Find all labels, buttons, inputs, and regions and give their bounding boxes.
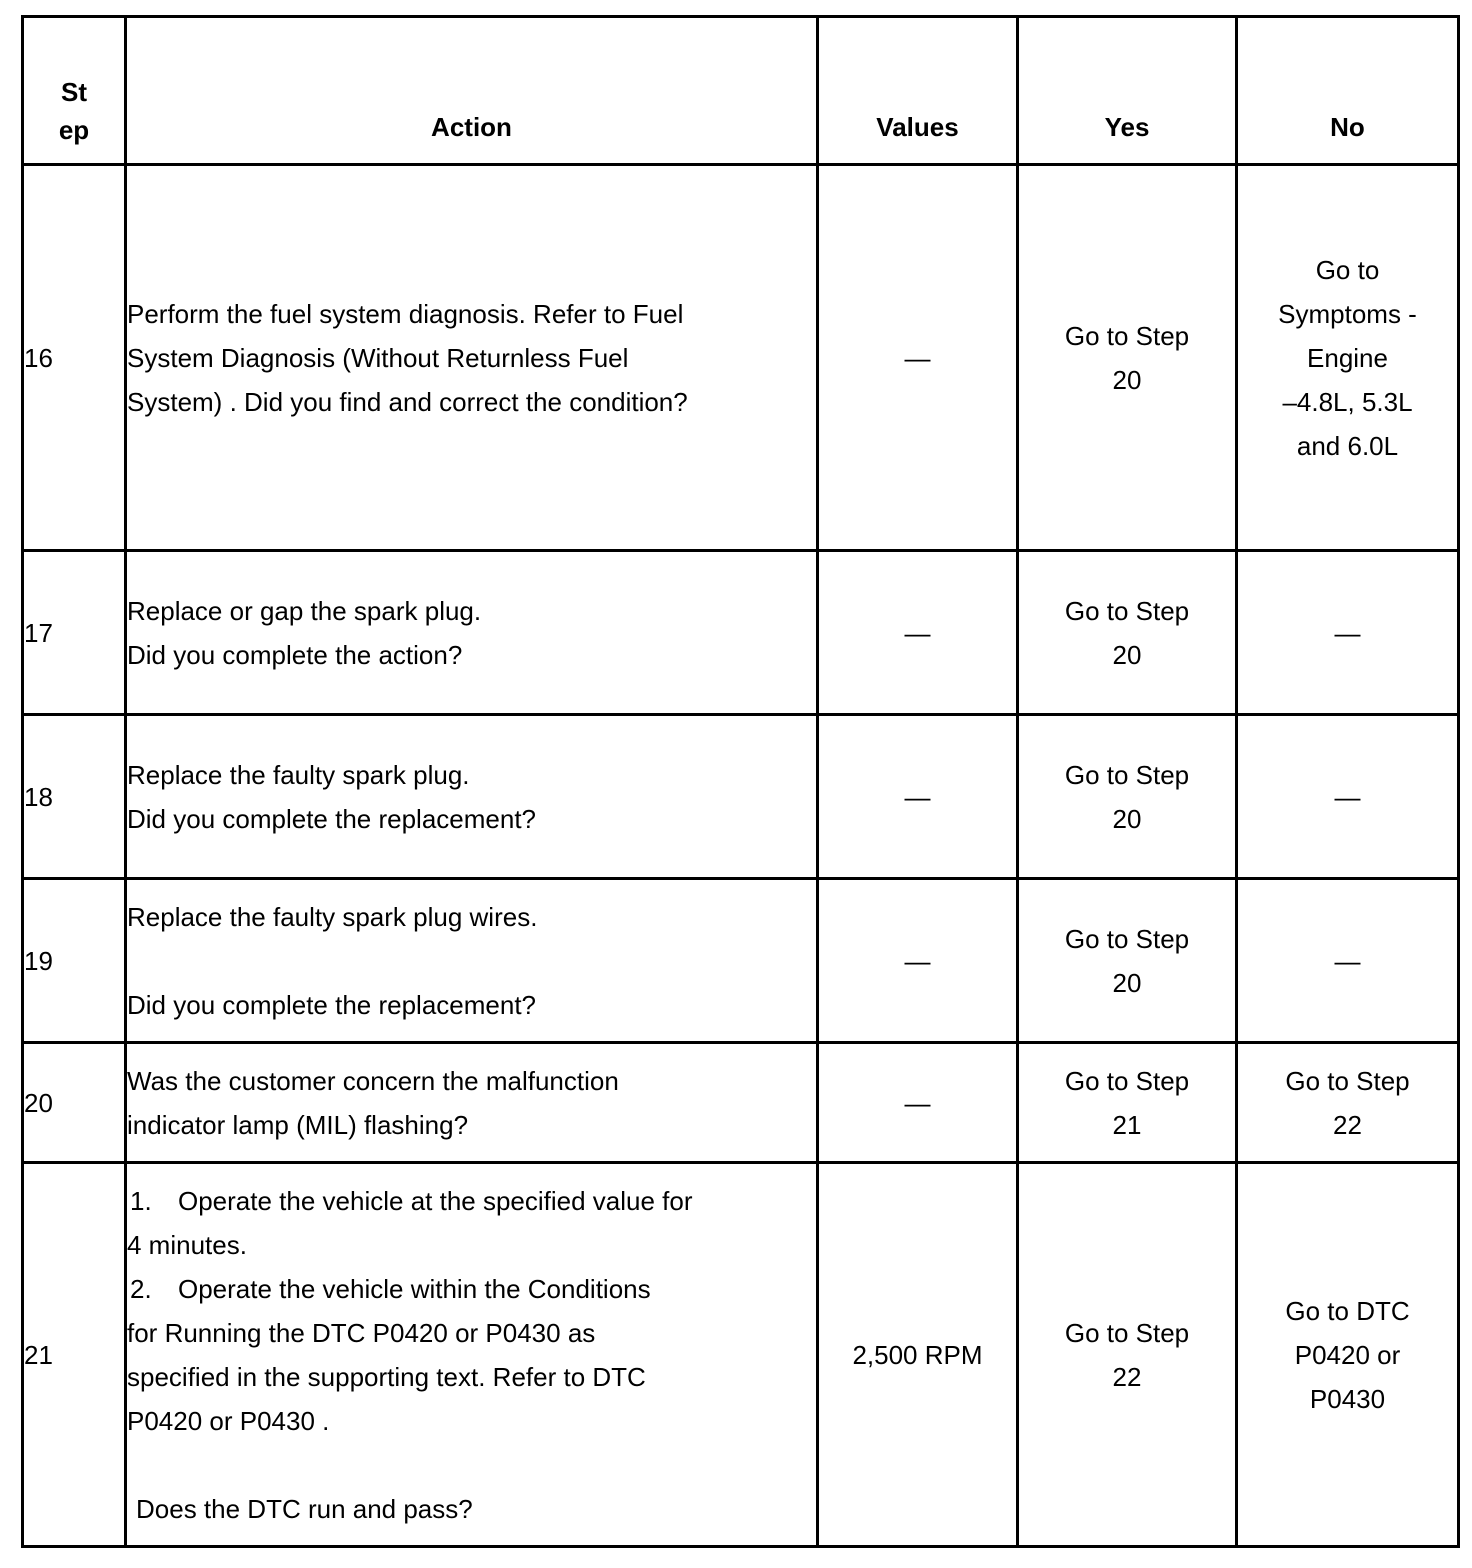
no-line: and 6.0L bbox=[1296, 430, 1399, 461]
action-line: Did you complete the replacement? bbox=[127, 803, 537, 834]
yes-line: Go to Step bbox=[1064, 759, 1190, 790]
step-number: 18 bbox=[23, 715, 126, 879]
values-cell: — bbox=[818, 551, 1018, 715]
no-cell bbox=[1237, 165, 1459, 551]
table-row bbox=[23, 551, 1459, 715]
no-cell bbox=[1237, 1043, 1459, 1163]
header-row bbox=[23, 17, 1459, 165]
values-cell: — bbox=[818, 165, 1018, 551]
table-row bbox=[23, 879, 1459, 1043]
yes-line: Go to Step bbox=[1064, 595, 1190, 626]
yes-cell bbox=[1018, 1163, 1237, 1547]
action-list-item bbox=[127, 1179, 816, 1223]
yes-line: 21 bbox=[1112, 1109, 1142, 1140]
step-number: 17 bbox=[23, 551, 126, 715]
action-cell bbox=[126, 1163, 818, 1547]
header-step-line2: ep bbox=[58, 115, 90, 145]
step-number: 20 bbox=[23, 1043, 126, 1163]
yes-line: 20 bbox=[1112, 803, 1142, 834]
no-line: Symptoms - bbox=[1278, 298, 1417, 329]
action-line: 4 minutes. bbox=[127, 1229, 247, 1260]
yes-line: 20 bbox=[1112, 639, 1142, 670]
step-number: 21 bbox=[23, 1163, 126, 1547]
values-cell: 2,500 RPM bbox=[818, 1163, 1018, 1547]
yes-line: Go to Step bbox=[1064, 1317, 1190, 1348]
no-cell bbox=[1237, 1163, 1459, 1547]
yes-cell bbox=[1018, 1043, 1237, 1163]
action-cell bbox=[126, 165, 818, 551]
yes-line: Go to Step bbox=[1064, 320, 1190, 351]
action-line: Perform the fuel system diagnosis. Refer to Fuel bbox=[127, 298, 684, 329]
action-line: Replace or gap the spark plug. bbox=[127, 595, 482, 626]
table-row bbox=[23, 1163, 1459, 1547]
header-step bbox=[23, 17, 126, 165]
yes-line: Go to Step bbox=[1064, 923, 1190, 954]
action-line: for Running the DTC P0420 or P0430 as bbox=[127, 1317, 596, 1348]
header-action: Action bbox=[126, 17, 818, 165]
action-line: Replace the faulty spark plug. bbox=[127, 759, 470, 790]
no-line: P0430 bbox=[1309, 1383, 1386, 1414]
no-cell: — bbox=[1237, 551, 1459, 715]
diagnostic-table bbox=[21, 15, 1460, 1548]
values-cell: — bbox=[818, 715, 1018, 879]
yes-cell bbox=[1018, 715, 1237, 879]
yes-cell bbox=[1018, 879, 1237, 1043]
action-list-item bbox=[127, 1267, 816, 1311]
no-line: 22 bbox=[1333, 1109, 1362, 1140]
step-number: 19 bbox=[23, 879, 126, 1043]
action-line: System) . Did you find and correct the condition? bbox=[127, 386, 688, 417]
step-number: 16 bbox=[23, 165, 126, 551]
yes-line: 20 bbox=[1112, 967, 1142, 998]
header-values: Values bbox=[818, 17, 1018, 165]
action-line: Did you complete the action? bbox=[127, 639, 463, 670]
action-line: Replace the faulty spark plug wires. bbox=[127, 901, 538, 932]
action-line: Did you complete the replacement? bbox=[127, 989, 537, 1020]
no-line: Go to Step bbox=[1285, 1065, 1410, 1096]
no-line: –4.8L, 5.3L bbox=[1282, 386, 1413, 417]
header-step-line1: St bbox=[61, 77, 87, 107]
no-line: Engine bbox=[1307, 342, 1388, 373]
yes-cell bbox=[1018, 165, 1237, 551]
action-line: indicator lamp (MIL) flashing? bbox=[127, 1109, 469, 1140]
yes-line: Go to Step bbox=[1064, 1065, 1190, 1096]
action-cell bbox=[126, 715, 818, 879]
action-cell bbox=[126, 1043, 818, 1163]
no-line: P0420 or bbox=[1294, 1339, 1401, 1370]
values-cell: — bbox=[818, 1043, 1018, 1163]
action-line: P0420 or P0430 . bbox=[127, 1405, 330, 1436]
spacer bbox=[127, 939, 816, 983]
action-line: Operate the vehicle within the Conditions bbox=[178, 1273, 651, 1304]
action-line: System Diagnosis (Without Returnless Fuel bbox=[127, 342, 629, 373]
yes-cell bbox=[1018, 551, 1237, 715]
yes-line: 22 bbox=[1112, 1361, 1142, 1392]
yes-line: 20 bbox=[1112, 364, 1142, 395]
spacer bbox=[127, 1443, 816, 1487]
header-no: No bbox=[1237, 17, 1459, 165]
table-row bbox=[23, 1043, 1459, 1163]
action-cell bbox=[126, 551, 818, 715]
action-question: Does the DTC run and pass? bbox=[136, 1493, 473, 1524]
no-line: Go to DTC bbox=[1285, 1295, 1410, 1326]
action-line: specified in the supporting text. Refer to DTC bbox=[127, 1361, 646, 1392]
table-row bbox=[23, 165, 1459, 551]
table-row bbox=[23, 715, 1459, 879]
action-line: Operate the vehicle at the specified value for bbox=[178, 1185, 693, 1216]
no-cell: — bbox=[1237, 715, 1459, 879]
list-number: 1. bbox=[130, 1185, 152, 1216]
list-number: 2. bbox=[130, 1273, 152, 1304]
values-cell: — bbox=[818, 879, 1018, 1043]
no-line: Go to bbox=[1315, 254, 1380, 285]
action-cell bbox=[126, 879, 818, 1043]
action-line: Was the customer concern the malfunction bbox=[127, 1065, 619, 1096]
header-yes: Yes bbox=[1018, 17, 1237, 165]
no-cell: — bbox=[1237, 879, 1459, 1043]
